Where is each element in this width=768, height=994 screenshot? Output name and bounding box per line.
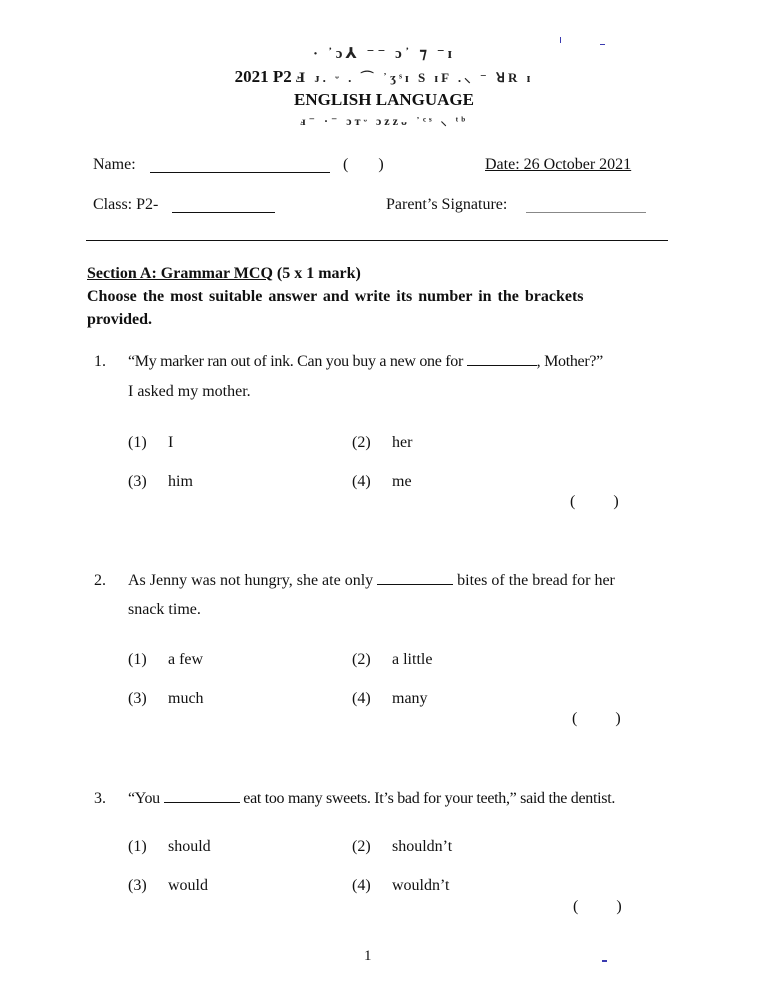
option-4[interactable]: [352, 473, 412, 491]
question-text-line2: snack time.: [128, 601, 201, 618]
option-text: shouldn’t: [392, 838, 453, 855]
question-text-before: “My marker ran out of ink. Can you buy a new one for: [128, 353, 467, 370]
option-number: (3): [128, 473, 147, 490]
option-text: him: [168, 473, 193, 490]
option-number: (4): [352, 690, 371, 707]
option-text: many: [392, 690, 428, 707]
bracket-close: ): [613, 493, 619, 510]
exam-title-prefix: 2021 P2: [234, 67, 292, 86]
option-number: (1): [128, 838, 147, 855]
answer-blank: [377, 584, 453, 585]
bracket-open: (: [570, 493, 576, 510]
question-number: 2.: [94, 572, 106, 589]
option-2[interactable]: [352, 434, 412, 452]
name-field[interactable]: [150, 172, 330, 173]
answer-blank: [467, 365, 537, 366]
subject-title: ENGLISH LANGUAGE: [294, 90, 474, 109]
section-instructions-line1: Choose the most suitable answer and write its number in the brackets: [87, 288, 584, 305]
option-4[interactable]: [352, 690, 428, 708]
section-title: Section A: Grammar MCQ: [87, 265, 273, 282]
option-text: wouldn’t: [392, 877, 450, 894]
question-text: [128, 790, 615, 808]
page-number: 1: [364, 948, 372, 964]
answer-bracket[interactable]: [570, 493, 619, 511]
option-text: me: [392, 473, 412, 490]
option-1[interactable]: [128, 434, 173, 452]
question-text: [128, 353, 603, 371]
bracket-open: (: [572, 710, 578, 727]
option-text: should: [168, 838, 211, 855]
option-3[interactable]: [128, 690, 204, 708]
option-number: (2): [352, 838, 371, 855]
option-2[interactable]: [352, 838, 452, 856]
option-text: her: [392, 434, 413, 451]
header-divider: [86, 240, 668, 241]
option-3[interactable]: [128, 473, 193, 491]
date-label: Date: 26 October 2021: [485, 156, 632, 173]
question-number: 3.: [94, 790, 106, 807]
option-number: (2): [352, 434, 371, 451]
option-1[interactable]: [128, 838, 211, 856]
exam-title-redacted: Ⅎ ᴊ. ᵕ . ⌒ ᾽ʒˢɪ S ɪF .⸜ ⁻ ꓤR ɪ: [295, 70, 534, 85]
option-4[interactable]: [352, 877, 449, 895]
option-number: (4): [352, 877, 371, 894]
section-heading: [87, 265, 361, 283]
option-number: (3): [128, 690, 147, 707]
section-instructions-line2: provided.: [87, 311, 153, 328]
option-text: I: [168, 434, 174, 451]
scan-artifact: [600, 44, 605, 45]
question-text: [128, 572, 615, 590]
scan-artifact: [602, 960, 607, 962]
option-number: (2): [352, 651, 371, 668]
parent-signature-label: Parent’s Signature:: [386, 196, 508, 213]
option-text: much: [168, 690, 204, 707]
exam-title: [0, 67, 768, 87]
option-number: (3): [128, 877, 147, 894]
answer-blank: [164, 802, 240, 803]
question-text-line2: I asked my mother.: [128, 383, 251, 400]
question-text-after: , Mother?”: [536, 353, 603, 370]
index-paren-close: ): [378, 156, 384, 173]
answer-bracket[interactable]: [572, 710, 621, 728]
option-1[interactable]: [128, 651, 203, 669]
index-number-field[interactable]: [343, 156, 384, 174]
option-text: a few: [168, 651, 204, 668]
question-number: 1.: [94, 353, 106, 370]
parent-signature-field[interactable]: [526, 212, 646, 213]
question-text-before: “You: [128, 790, 164, 807]
question-text-after: bites of the bread for her: [453, 572, 615, 589]
exam-subtitle-redacted: ⅎ⁻ ·⁻ ɔᴛᵕ ɔᴢᴢᴗ ᾽ᶜˢ ⸜ ᵗᵇ: [299, 114, 469, 128]
index-paren-open: (: [343, 156, 349, 173]
option-3[interactable]: [128, 877, 208, 895]
bracket-close: ): [616, 898, 622, 915]
scan-artifact: [560, 37, 561, 43]
option-text: a little: [392, 651, 433, 668]
section-marks: (5 x 1 mark): [272, 265, 361, 282]
class-field[interactable]: [172, 212, 275, 213]
option-number: (1): [128, 651, 147, 668]
bracket-open: (: [573, 898, 579, 915]
question-text-before: As Jenny was not hungry, she ate only: [128, 572, 378, 589]
option-text: would: [168, 877, 208, 894]
option-number: (1): [128, 434, 147, 451]
question-text-after: eat too many sweets. It’s bad for your teeth,” said the dentist.: [239, 790, 616, 807]
option-2[interactable]: [352, 651, 432, 669]
class-label: Class: P2-: [93, 196, 159, 213]
answer-bracket[interactable]: [573, 898, 622, 916]
school-name-redacted: · ᾽ɔ⅄ ⁻⁻ ɔ᾽ ⁊ ⁻ɪ: [313, 46, 455, 62]
bracket-close: ): [615, 710, 621, 727]
option-number: (4): [352, 473, 371, 490]
name-label: Name:: [93, 156, 136, 173]
